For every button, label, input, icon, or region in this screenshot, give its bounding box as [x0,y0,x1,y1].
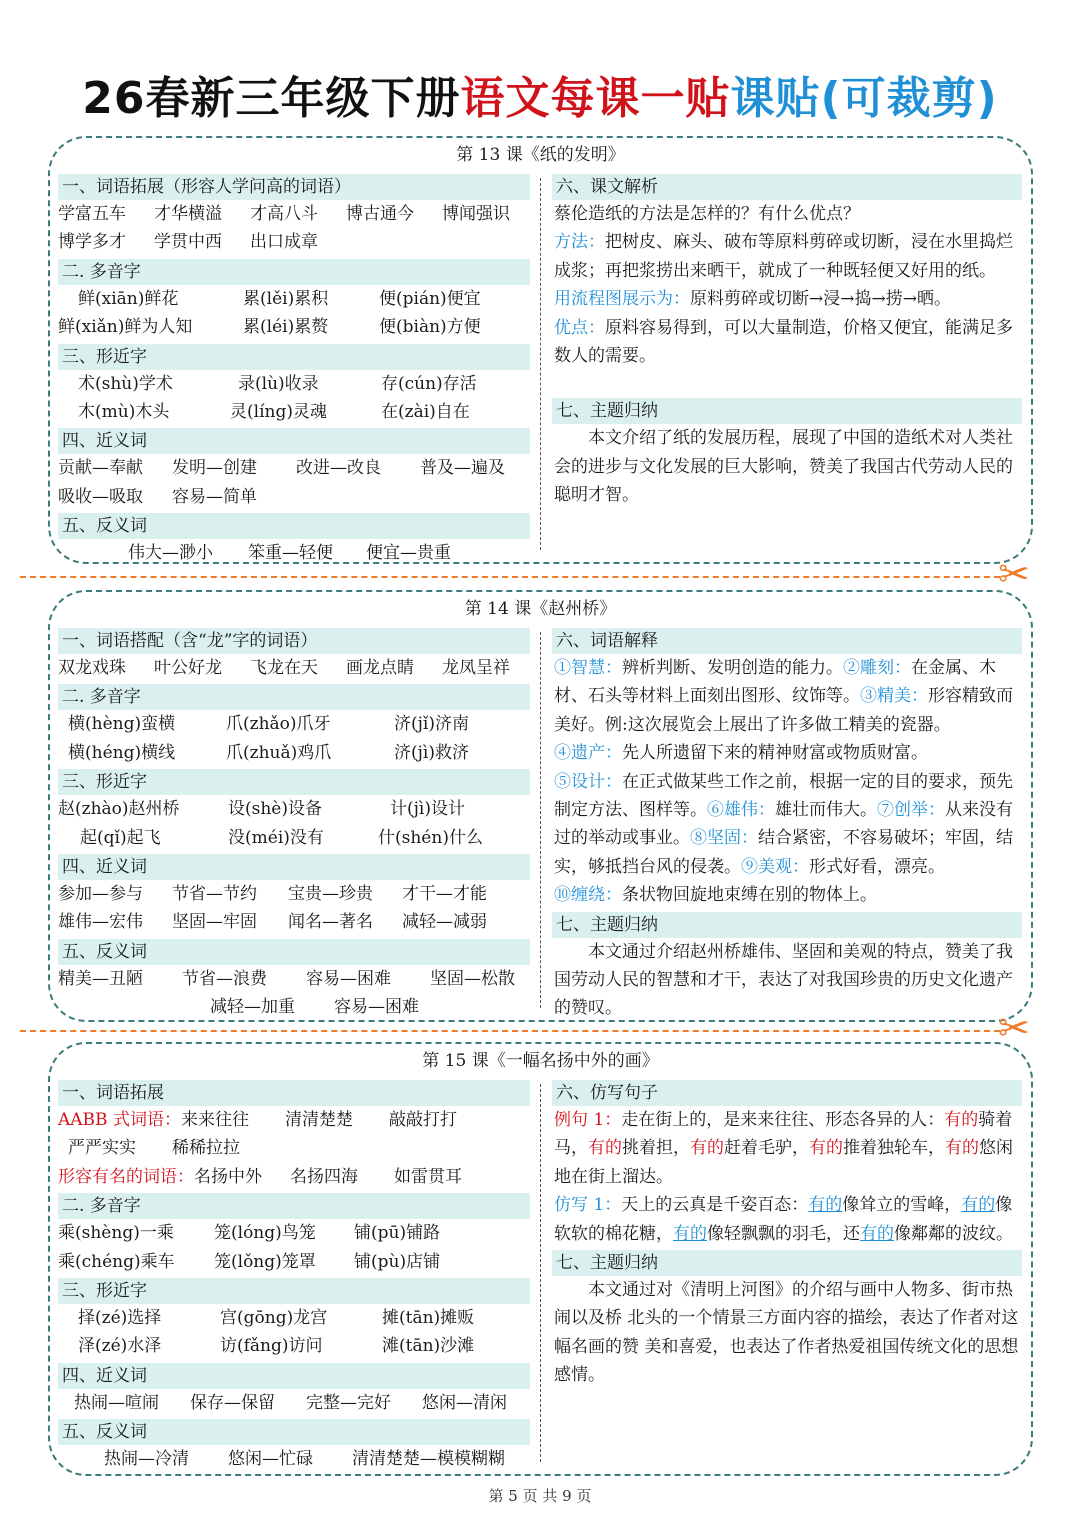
section-title: 六、仿写句子 [552,1080,1022,1106]
word-row [58,965,530,993]
section-title: 五、反义词 [58,513,530,539]
flow-label: 用流程图展示为： [554,289,690,310]
word: 双龙戏珠 [58,658,126,678]
lesson13-left-column [58,172,530,568]
word-row [58,1304,530,1332]
term-text: 形式好看，漂亮。 [809,856,945,877]
lesson14-right-column [552,626,1022,1023]
section-title: 六、课文解析 [552,174,1022,200]
word: 铺(pù)店铺 [354,1251,441,1272]
example-text: 走在街上的，是来来往往、形态各异的人： [621,1110,945,1130]
word: 保存—保留 [190,1392,275,1413]
keyword: 有的 [860,1223,894,1244]
word: 飞龙在天 [250,658,318,678]
word: 容易—简单 [172,486,257,507]
example-text: 悠闲地在街上溜达。 [554,1138,1013,1187]
word: 笨重—轻便 [248,543,333,564]
term-text: 形容精致而美好。例:这次展览会上展出了许多做工精美的瓷器。 [554,686,1013,735]
term-label: ①智慧： [554,658,622,678]
keyword: 有的 [673,1223,707,1244]
term-label: ⑥雄伟： [707,800,775,821]
lesson15-left-column [58,1078,530,1474]
term-label: ⑨美观： [741,856,809,877]
keyword: 有的 [808,1195,843,1216]
section-title: 六、词语解释 [552,628,1022,654]
word-row [58,1134,530,1162]
theme-text: 本文介绍了纸的发展历程，展现了中国的造纸术对人类社会的进步与文化发展的巨大影响，赞美了我国古代劳动人民的聪明才智。 [554,428,1013,506]
word: 便(biàn)方便 [379,317,481,338]
keyword: 有的 [588,1138,622,1159]
imitation-text: 天上的云真是千姿百态： [621,1195,809,1216]
word: 什(shén)什么 [378,827,483,848]
keyword: 有的 [944,1110,979,1130]
term-text: 条状物回旋地束缚在别的物体上。 [622,885,877,906]
section-title: 三、形近字 [58,344,530,370]
word: 济(jǐ)济南 [394,714,469,735]
imitation-label: 仿写 1： [554,1195,622,1216]
word: 龙凤呈祥 [442,658,510,678]
word: 起(qǐ)起飞 [80,827,161,848]
word: 乘(chéng)乘车 [58,1251,175,1272]
word-row [58,539,530,567]
word: 伟大—渺小 [128,543,213,564]
word: 热闹—喧闹 [74,1392,159,1413]
word: 访(fǎng)访问 [220,1336,323,1357]
word: 录(lù)收录 [238,373,319,394]
word: 稀稀拉拉 [172,1138,240,1159]
word: 设(shè)设备 [228,799,322,820]
imitation-text: 像软软的棉花糖， [554,1195,1013,1244]
word: 名扬中外 [194,1166,262,1187]
word: 悠闲—忙碌 [228,1449,313,1470]
method-label: 方法： [554,232,605,253]
section-title: 七、主题归纳 [552,1250,1022,1276]
word: 没(méi)没有 [228,827,324,848]
scissors-icon: ✂ [998,552,1030,596]
word-row [58,880,530,908]
word: 热闹—冷清 [104,1449,189,1470]
word: 笼(lóng)鸟笼 [214,1223,316,1244]
word-row [58,454,530,482]
word-row [58,1248,530,1276]
word: 吸收—吸取 [58,486,143,507]
word: 清清楚楚—模模糊糊 [352,1449,505,1470]
word: 容易—困难 [306,968,391,989]
theme-text: 本文通过对《清明上河图》的介绍与画中人物多、街市热闹以及桥 北头的一个情景三方面内容的描绘，表达了作者对这幅名画的赞 美和喜爱，也表达了作者热爱祖国传统文化的思想感情。 [554,1280,1019,1386]
word: 精美—丑陋 [58,968,143,989]
section-title: 二. 多音字 [58,1193,530,1219]
word-row [58,993,530,1021]
word: 乘(shèng)一乘 [58,1223,174,1244]
lesson13-right-column [552,172,1022,510]
word-row [58,1163,530,1191]
title-part2: 语文每课一贴 [460,73,731,124]
section-title: 一、词语搭配（含“龙”字的词语） [58,628,530,654]
imitation-text: 像轻飘飘的羽毛，还 [707,1223,860,1244]
example-label: 例句 1： [554,1110,622,1130]
lesson15-card [48,1042,1033,1476]
term-label: ⑦创举： [877,800,945,821]
theme-text: 本文通过介绍赵州桥雄伟、坚固和美观的特点，赞美了我国劳动人民的智慧和才干，表达了对我国珍贵的历史文化遗产的赞叹。 [554,941,1013,1019]
word: 减轻—加重 [210,997,295,1018]
cut-line [20,576,1000,578]
word: 滩(tān)沙滩 [382,1336,475,1357]
word: 便(pián)便宜 [379,288,481,309]
word: 赵(zhào)赵州桥 [58,799,180,820]
section-title: 四、近义词 [58,428,530,454]
section-title: 二. 多音字 [58,684,530,710]
word: 严严实实 [68,1138,136,1159]
lesson15-right-column [552,1078,1022,1390]
column-divider [540,1084,541,1462]
word: 学贯中西 [154,232,222,253]
word: 才高八斗 [250,204,318,224]
word-row [58,824,530,852]
word: 累(lěi)累积 [243,288,329,309]
word: 叶公好龙 [154,658,222,678]
word: 普及—遍及 [420,458,505,479]
term-label: ②雕刻： [843,658,911,678]
section-title: 七、主题归纳 [552,398,1022,424]
word: 鲜(xiǎn)鲜为人知 [58,317,193,338]
word-row [58,200,530,228]
word: 存(cún)存活 [381,373,477,394]
section-title: 三、形近字 [58,769,530,795]
lesson15-header: 第 15 课《一幅名扬中外的画》 [422,1051,659,1071]
cut-line [20,1030,1000,1032]
section-title: 一、词语拓展 [58,1080,530,1106]
column-divider [540,178,541,550]
section-title: 七、主题归纳 [552,912,1022,938]
word: 济(jì)救济 [394,742,469,763]
method-body: 把树皮、麻头、破布等原料剪碎或切断，浸在水里捣烂成浆；再把浆捞出来晒干，就成了一种既轻便又好用的纸。 [554,232,1013,281]
word: 铺(pū)铺路 [354,1223,441,1244]
word: 节省—节约 [172,883,257,904]
lesson13-card [48,136,1033,564]
term-text: 结合紧密，不容易破坏；牢固，结实，够抵挡台风的侵袭。 [554,828,1013,877]
column-divider [540,632,541,1008]
word: 累(léi)累赘 [243,317,329,338]
word-row [58,483,530,511]
section-title: 二. 多音字 [58,259,530,285]
word: 容易—困难 [334,997,419,1018]
method-text [552,228,1022,285]
word: 减轻—减弱 [402,912,487,933]
word: 计(jì)设计 [390,799,465,820]
word: 雄伟—宏伟 [58,912,143,933]
word: 爪(zhǎo)爪牙 [226,714,331,735]
term-text: 雄壮而伟大。 [775,800,877,821]
advantage-label: 优点： [554,317,605,338]
word: 画龙点睛 [346,658,414,678]
word-row [58,1389,530,1417]
word: 贡献—奉献 [58,458,143,479]
term-text: 在金属、木材、石头等材料上面刻出图形、纹饰等。 [554,658,996,707]
word: 泽(zé)水泽 [78,1336,162,1357]
keyword: 有的 [945,1138,979,1159]
lesson13-header: 第 13 课《纸的发明》 [456,145,625,165]
word: 敲敲打打 [388,1110,457,1130]
title-part3: 课贴(可裁剪) [730,73,998,124]
lesson14-left-column [58,626,530,1022]
word-row [58,795,530,823]
word: 来来往往 [180,1110,249,1130]
imitation-text: 像耸立的雪峰， [842,1195,962,1216]
word: 坚固—牢固 [172,912,257,933]
section-title: 三、形近字 [58,1278,530,1304]
word-row [58,228,530,256]
term-text: 辨析判断、发明创造的能力。 [622,658,843,678]
title-part1: 26春新三年级下册 [82,73,461,124]
word-row [58,1219,530,1247]
word: 木(mù)木头 [78,401,170,422]
scissors-icon: ✂ [998,1006,1030,1050]
word-row [58,1332,530,1360]
word: 摊(tān)摊贩 [382,1307,475,1328]
word: 择(zé)选择 [78,1307,162,1328]
word: 博闻强识 [442,204,510,224]
page-footer: 第 5 页 共 9 页 [488,1487,592,1505]
word: 笼(lǒng)笼罩 [214,1251,316,1272]
word: 博学多才 [58,232,126,253]
advantage-text [552,314,1022,371]
word: 改进—改良 [296,458,381,479]
imitation-text: 像鄰鄰的波纹。 [894,1223,1013,1244]
word: 出口成章 [250,232,318,253]
word: 闻名—著名 [288,912,373,933]
word: 在(zài)自在 [381,401,470,422]
word: 横(héng)横线 [68,742,176,763]
word-row [58,1106,530,1134]
word-row [58,739,530,767]
lesson14-card [48,590,1033,1022]
word: 爪(zhuǎ)鸡爪 [226,742,332,763]
word: 术(shù)学术 [78,373,173,394]
word: 坚固—松散 [430,968,515,989]
example-text: 赶着毛驴， [724,1138,809,1159]
keyword: 有的 [961,1195,996,1216]
word: 名扬四海 [290,1166,358,1187]
word: 横(hèng)蛮横 [68,714,176,735]
keyword: 有的 [809,1138,843,1159]
example-sentence [552,1106,1022,1191]
example-text: 骑着马， [554,1110,1013,1159]
section-title: 一、词语拓展（形容人学问高的词语） [58,174,530,200]
word: 完整—完好 [306,1392,391,1413]
section-title: 五、反义词 [58,939,530,965]
word: 节省—浪费 [182,968,267,989]
term-label: ④遗产： [554,743,622,764]
example-text: 推着独轮车， [843,1138,945,1159]
word: 才干—才能 [402,883,487,904]
section-title: 四、近义词 [58,1363,530,1389]
term-label: ⑧坚固： [690,828,758,849]
term-text: 在正式做某些工作之前，根据一定的目的要求，预先制定方法、图样等。 [554,771,1013,821]
word: 鲜(xiān)鲜花 [78,288,179,309]
word: 清清楚楚 [284,1110,353,1130]
word: 才华横溢 [154,204,222,224]
word-row [58,710,530,738]
word: 参加—参与 [58,883,143,904]
word: 灵(líng)灵魂 [230,401,327,422]
term-text: 从来没有过的举动或事业。 [554,800,1013,849]
lesson14-header: 第 14 课《赵州桥》 [464,599,617,619]
advantage-body: 原料容易得到，可以大量制造，价格又便宜，能满足多数人的需要。 [554,317,1013,367]
word-row [58,285,530,313]
term-label: ⑤设计： [554,771,622,792]
word-row [58,908,530,936]
word-row [58,654,530,682]
flow-body: 原料剪碎或切断→浸→捣→捞→晒。 [690,289,951,310]
word: 便宜—贵重 [366,543,451,564]
term-text: 先人所遗留下来的精神财富或物质财富。 [622,743,928,764]
word-row [58,370,530,398]
word: 悠闲—清闲 [422,1392,507,1413]
word-row [58,1445,530,1473]
word-row [58,313,530,341]
word: 学富五车 [58,204,126,224]
term-label: ③精美： [860,686,928,707]
word: 宝贵—珍贵 [288,883,373,904]
term-label: ⑩缠绕： [554,885,622,906]
imitation-sentence [552,1191,1022,1248]
flow-text [552,285,1022,313]
page-title [0,62,1080,126]
question-text: 蔡伦造纸的方法是怎样的？有什么优点？ [554,204,860,224]
word: 博古通今 [346,204,414,224]
section-title: 五、反义词 [58,1419,530,1445]
word: 如雷贯耳 [394,1166,462,1187]
keyword: 有的 [690,1138,724,1159]
word-row [58,398,530,426]
definitions-text [552,654,1022,910]
section-title: 四、近义词 [58,854,530,880]
word: 宫(gōng)龙宫 [220,1307,328,1328]
example-text: 挑着担， [622,1138,690,1159]
word: 发明—创建 [172,458,257,479]
fame-label: 形容有名的词语： [58,1166,194,1187]
aabb-label: AABB 式词语： [58,1110,181,1130]
